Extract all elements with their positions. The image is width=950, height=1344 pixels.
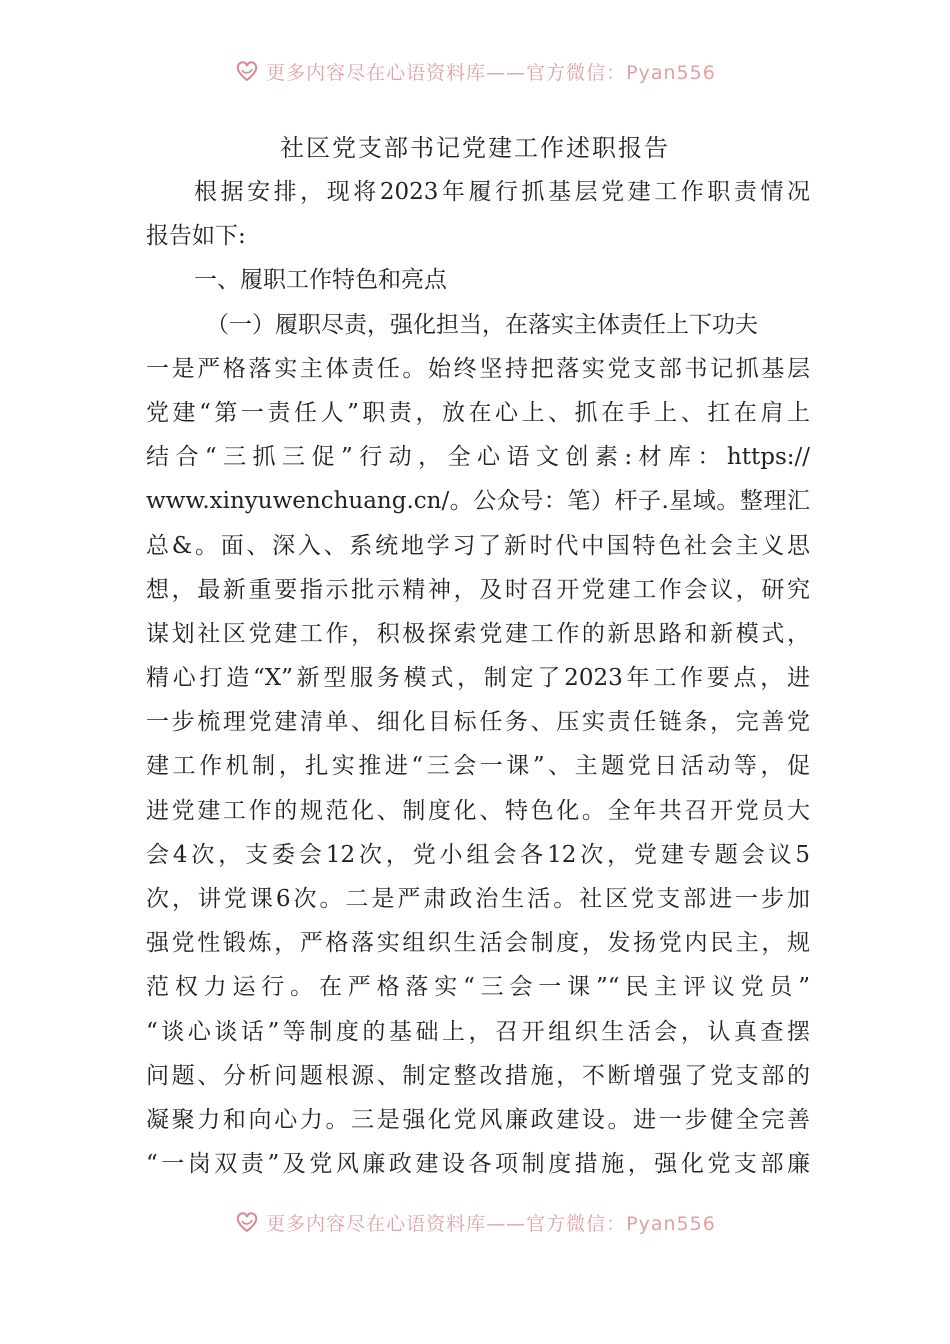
text-line: 强党性锻炼，严格落实组织生活会制度，发扬党内民主，规 xyxy=(146,930,810,957)
text-line: 结合“三抓三促”行动，全心语文创素:材库：https:// xyxy=(146,444,810,471)
document-title: 社区党支部书记党建工作述职报告 xyxy=(280,134,670,162)
text-line: “谈心谈话”等制度的基础上，召开组织生活会，认真查摆 xyxy=(146,1018,810,1045)
text-line: 次，讲党课6次。二是严肃政治生活。社区党支部进一步加 xyxy=(146,886,810,912)
text-line: 建工作机制，扎实推进“三会一课”、主题党日活动等，促 xyxy=(146,753,810,780)
text-line: “一岗双责”及党风廉政建设各项制度措施，强化党支部廉 xyxy=(146,1151,810,1178)
text-line: 党建“第一责任人”职责，放在心上、抓在手上、扛在肩上 xyxy=(146,399,810,426)
text-line: 进党建工作的规范化、制度化、特色化。全年共召开党员大 xyxy=(146,797,810,824)
text-line: 会4次，支委会12次，党小组会各12次，党建专题会议5 xyxy=(146,841,810,868)
subsection-heading: （一）履职尽责，强化担当，在落实主体责任上下功夫 xyxy=(206,311,758,338)
text-line: 总&。面、深入、系统地学习了新时代中国特色社会主义思 xyxy=(146,532,810,559)
watermark-text: 更多内容尽在心语资料库——官方微信：Pyan556 xyxy=(266,61,716,84)
watermark-banner-bottom xyxy=(0,1207,950,1237)
text-line: 报告如下: xyxy=(146,223,246,250)
text-line: 问题、分析问题根源、制定整改措施，不断增强了党支部的 xyxy=(146,1062,810,1089)
heart-logo-icon xyxy=(234,1209,260,1235)
section-heading: 一、履职工作特色和亮点 xyxy=(194,267,447,294)
text-line: 一步梳理党建清单、细化目标任务、压实责任链条，完善党 xyxy=(146,709,810,736)
text-line: 凝聚力和向心力。三是强化党风廉政建设。进一步健全完善 xyxy=(146,1106,810,1133)
text-line: www.xinyuwenchuang.cn/。公众号：笔）杆子.星域。整理汇 xyxy=(146,488,810,515)
document-body xyxy=(146,170,810,1186)
text-line: 精心打造“X”新型服务模式，制定了2023年工作要点，进 xyxy=(146,665,810,692)
watermark-banner-top xyxy=(0,56,950,86)
text-line: 谋划社区党建工作，积极探索党建工作的新思路和新模式， xyxy=(146,620,810,647)
text-line: 一是严格落实主体责任。始终坚持把落实党支部书记抓基层 xyxy=(146,355,810,382)
heart-logo-icon xyxy=(234,58,260,84)
text-line: 根据安排，现将2023年履行抓基层党建工作职责情况 xyxy=(194,179,810,205)
text-line: 想，最新重要指示批示精神，及时召开党建工作会议，研究 xyxy=(146,576,810,603)
text-line: 范权力运行。在严格落实“三会一课”“民主评议党员” xyxy=(146,974,810,1001)
watermark-text: 更多内容尽在心语资料库——官方微信：Pyan556 xyxy=(266,1212,716,1235)
